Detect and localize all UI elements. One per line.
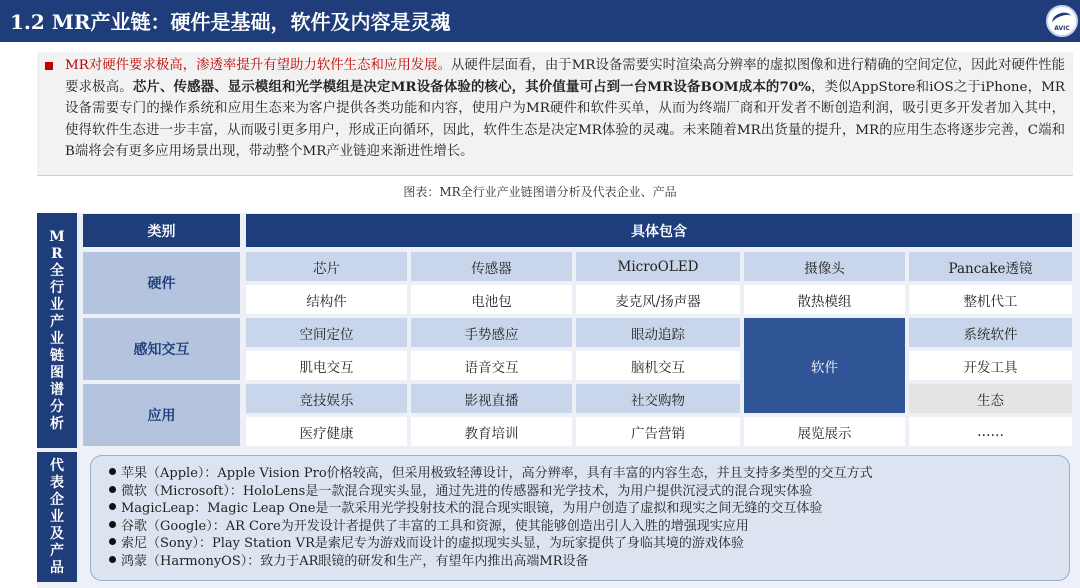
intro-part1: 从硬件层面看，由于MR设备需要实时渲染高分辨率的虚拟图像和进行精确的空间定位，因此对硬件性能要求极高。 bbox=[65, 58, 1065, 95]
bullet-dot-icon bbox=[109, 503, 116, 510]
intro-box bbox=[37, 52, 1073, 176]
cell-esports: 竞技娱乐 bbox=[246, 384, 407, 413]
rep-text-apple: 苹果（Apple）：Apple Vision Pro价格较高，但采用极致轻薄设计，高分辨率，具有丰富的内容生态，并且支持多类型的交互方式 bbox=[121, 466, 873, 481]
side-label-chain-text: MR全行业产业链图谱分析 bbox=[49, 228, 65, 432]
cell-bci: 脑机交互 bbox=[576, 351, 740, 380]
cell-voice: 语音交互 bbox=[411, 351, 572, 380]
cell-system-software: 系统软件 bbox=[909, 318, 1072, 347]
header-content: 具体包含 bbox=[246, 214, 1072, 247]
cell-healthcare: 医疗健康 bbox=[246, 417, 407, 446]
rep-text-google: 谷歌（Google）：AR Core为开发设计者提供了丰富的工具和资源，使其能够创造出引人入胜的增强现实应用 bbox=[121, 518, 749, 534]
cell-chip: 芯片 bbox=[246, 252, 407, 281]
cell-education: 教育培训 bbox=[411, 417, 572, 446]
rep-text-sony: 索尼（Sony）：Play Station VR是索尼专为游戏而设计的虚拟现实头显，为玩家提供了身临其境的游戏体验 bbox=[121, 536, 744, 552]
company-logo-icon bbox=[1046, 5, 1078, 37]
side-label-representatives bbox=[37, 452, 77, 582]
category-application: 应用 bbox=[83, 384, 240, 446]
bullet-dot-icon bbox=[109, 556, 116, 563]
intro-bold: 芯片、传感器、显示模组和光学模组是决定MR设备体验的核心，其价值量可占到一台MR设备BOM成本的70% bbox=[132, 78, 811, 95]
cell-video-live: 影视直播 bbox=[411, 384, 572, 413]
cell-cooling: 散热模组 bbox=[744, 285, 905, 314]
logo-text: AVIC bbox=[1054, 25, 1070, 32]
page-title: 1.2 MR产业链：硬件是基础，软件及内容是灵魂 bbox=[10, 10, 451, 34]
list-item bbox=[109, 465, 873, 483]
cell-camera: 摄像头 bbox=[744, 252, 905, 281]
list-item bbox=[109, 553, 873, 571]
cell-battery: 电池包 bbox=[411, 285, 572, 314]
intro-paragraph bbox=[65, 55, 1065, 163]
cell-microoled: MicroOLED bbox=[576, 252, 740, 281]
header-category: 类别 bbox=[83, 214, 240, 247]
rep-text-harmonyos: 鸿蒙（HarmonyOS）：致力于AR眼镜的研发和生产，有望年内推出高端MR设备 bbox=[121, 553, 589, 569]
cell-eye-tracking: 眼动追踪 bbox=[576, 318, 740, 347]
list-item bbox=[109, 535, 873, 553]
figure-caption: 图表：MR全行业产业链图谱分析及代表企业、产品 bbox=[403, 185, 677, 199]
rep-text-magicleap: MagicLeap：Magic Leap One是一款采用光学投射技术的混合现实眼镜，为用户创造了虚拟和现实之间无缝的交互体验 bbox=[121, 501, 823, 517]
cell-gesture: 手势感应 bbox=[411, 318, 572, 347]
cell-advertising: 广告营销 bbox=[576, 417, 740, 446]
cell-spatial-positioning: 空间定位 bbox=[246, 318, 407, 347]
bullet-dot-icon bbox=[109, 468, 116, 475]
side-label-rep-text: 代表企业及产品 bbox=[50, 457, 64, 576]
list-item bbox=[109, 518, 873, 536]
representatives-box bbox=[90, 455, 1070, 581]
intro-part2: ，类似AppStore和iOS之于iPhone，MR设备需要专门的操作系统和应用生态来为客户提供各类功能和内容，使用户为MR硬件和软件买单，从而为终端厂商和开发者不断创造利润，吸引更多开发者加入其中，使得软件生态进一步丰富，从而吸引更多用户，形成正向循环，因此，软件生态是决定MR体验的灵魂。未来随着MR出货量的提升，MR的应用生态将逐步完善，C端和B端将会有更多应用场景出现，带动整个MR产业链迎来渐进性增长。 bbox=[65, 79, 1066, 160]
bullet-dot-icon bbox=[109, 538, 116, 545]
cell-ecosystem: 生态 bbox=[909, 384, 1072, 413]
page-header bbox=[0, 0, 1080, 42]
category-perception: 感知交互 bbox=[83, 318, 240, 380]
cell-social-shopping: 社交购物 bbox=[576, 384, 740, 413]
cell-pancake: Pancake透镜 bbox=[909, 252, 1072, 281]
list-item bbox=[109, 483, 873, 501]
list-item bbox=[109, 500, 873, 518]
cell-sensor: 传感器 bbox=[411, 252, 572, 281]
representatives-list bbox=[109, 465, 873, 571]
cell-mic-speaker: 麦克风/扬声器 bbox=[576, 285, 740, 314]
rep-text-microsoft: 微软（Microsoft）：HoloLens是一款混合现实头显，通过先进的传感器和光学技术，为用户提供沉浸式的混合现实体验 bbox=[121, 483, 813, 499]
square-bullet-icon bbox=[45, 62, 53, 70]
cell-exhibition: 展览展示 bbox=[744, 417, 905, 446]
bullet-dot-icon bbox=[109, 486, 116, 493]
cell-software: 软件 bbox=[744, 318, 905, 413]
category-hardware: 硬件 bbox=[83, 252, 240, 314]
side-label-chain bbox=[37, 213, 77, 448]
cell-dev-tools: 开发工具 bbox=[909, 351, 1072, 380]
cell-oem: 整机代工 bbox=[909, 285, 1072, 314]
bullet-dot-icon bbox=[109, 521, 116, 528]
cell-structure: 结构件 bbox=[246, 285, 407, 314]
cell-more: …… bbox=[909, 417, 1072, 446]
intro-lead: MR对硬件要求极高，渗透率提升有望助力软件生态和应用发展。 bbox=[65, 58, 451, 73]
cell-emg: 肌电交互 bbox=[246, 351, 407, 380]
